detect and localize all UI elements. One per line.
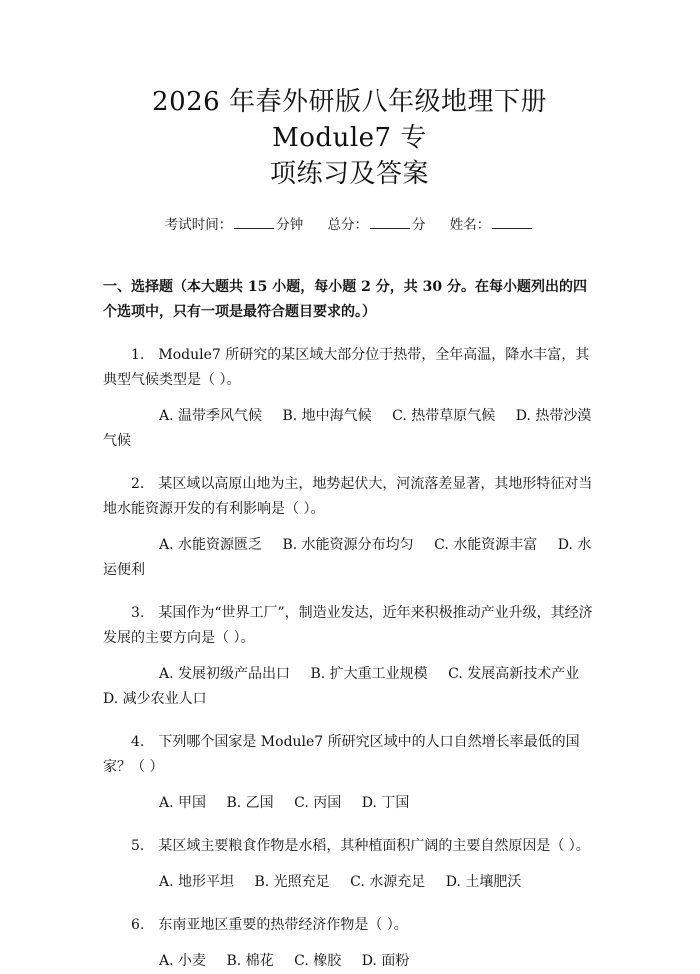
question-stem: 5. 某区域主要粮食作物是水稻，其种植面积广阔的主要自然原因是（ ）。 [131,838,590,854]
question-stem: 3. 某国作为“世界工厂”，制造业发达，近年来积极推动产业升级，其经济发展的主要方向是（ ）。 [103,605,593,646]
exam-time-blank [234,214,274,229]
option-a: A. 地形平坦 [159,874,235,890]
question-stem: 2. 某区域以高原山地为主，地势起伏大，河流落差显著，其地形特征对当地水能资源开发的有利影响是（ ）。 [103,476,593,517]
question-stem: 4. 下列哪个国家是 Module7 所研究区域中的人口自然增长率最低的国家？（ ） [103,734,580,775]
exam-time-label: 考试时间： [164,217,233,233]
question-options [103,404,596,454]
title-line-2: 项练习及答案 [269,159,429,189]
section-heading: 一、选择题（本大题共 15 小题，每小题 2 分，共 30 分。在每小题列出的四个选项中，只有一项是最符合题目要求的。） [103,279,587,320]
option-c: C. 发展高新技术产业 [448,666,580,682]
exam-time-unit: 分钟 [276,217,304,233]
title-line-1: 2026 年春外研版八年级地理下册 Module7 专 [152,87,547,153]
question-options [103,870,596,895]
option-c: C. 丙国 [294,795,342,811]
total-score-blank [370,214,410,229]
option-d: D. 减少农业人口 [103,691,207,707]
option-a: A. 小麦 [159,953,207,969]
option-b: B. 光照充足 [254,874,330,890]
option-d: D. 面粉 [361,953,410,969]
option-b: B. 棉花 [226,953,274,969]
option-d: D. 丁国 [361,795,410,811]
option-b: B. 地中海气候 [282,408,372,424]
question-options [103,533,596,583]
option-a: A. 甲国 [159,795,207,811]
student-name-blank [492,214,532,229]
option-d: D. 热带沙漠气候 [103,408,592,449]
option-a: A. 温带季风气候 [159,408,263,424]
question-options [103,791,596,816]
student-name-label: 姓名： [449,217,491,233]
student-name [450,214,535,235]
option-d: D. 土壤肥沃 [445,874,522,890]
option-b: B. 水能资源分布均匀 [282,537,414,553]
option-a: A. 水能资源匮乏 [159,537,263,553]
exam-info-line [103,214,596,235]
option-c: C. 热带草原气候 [392,408,496,424]
document-title [103,0,596,192]
option-c: C. 水能资源丰富 [434,537,538,553]
option-c: C. 水源充足 [350,874,426,890]
exam-time [165,214,304,235]
question-stem: 6. 东南亚地区重要的热带经济作物是（ ）。 [131,917,408,933]
option-a: A. 发展初级产品出口 [159,666,291,682]
total-score [328,214,426,235]
question-stem: 1. Module7 所研究的某区域大部分位于热带，全年高温，降水丰富，其典型气候类型是（ ）。 [103,347,590,388]
total-score-unit: 分 [412,217,426,233]
option-d: D. 水运便利 [103,537,592,578]
total-score-label: 总分： [327,217,368,233]
option-b: B. 扩大重工业规模 [310,666,428,682]
question-options [103,662,596,712]
option-c: C. 橡胶 [294,953,342,969]
option-b: B. 乙国 [226,795,274,811]
question-options [103,949,596,974]
